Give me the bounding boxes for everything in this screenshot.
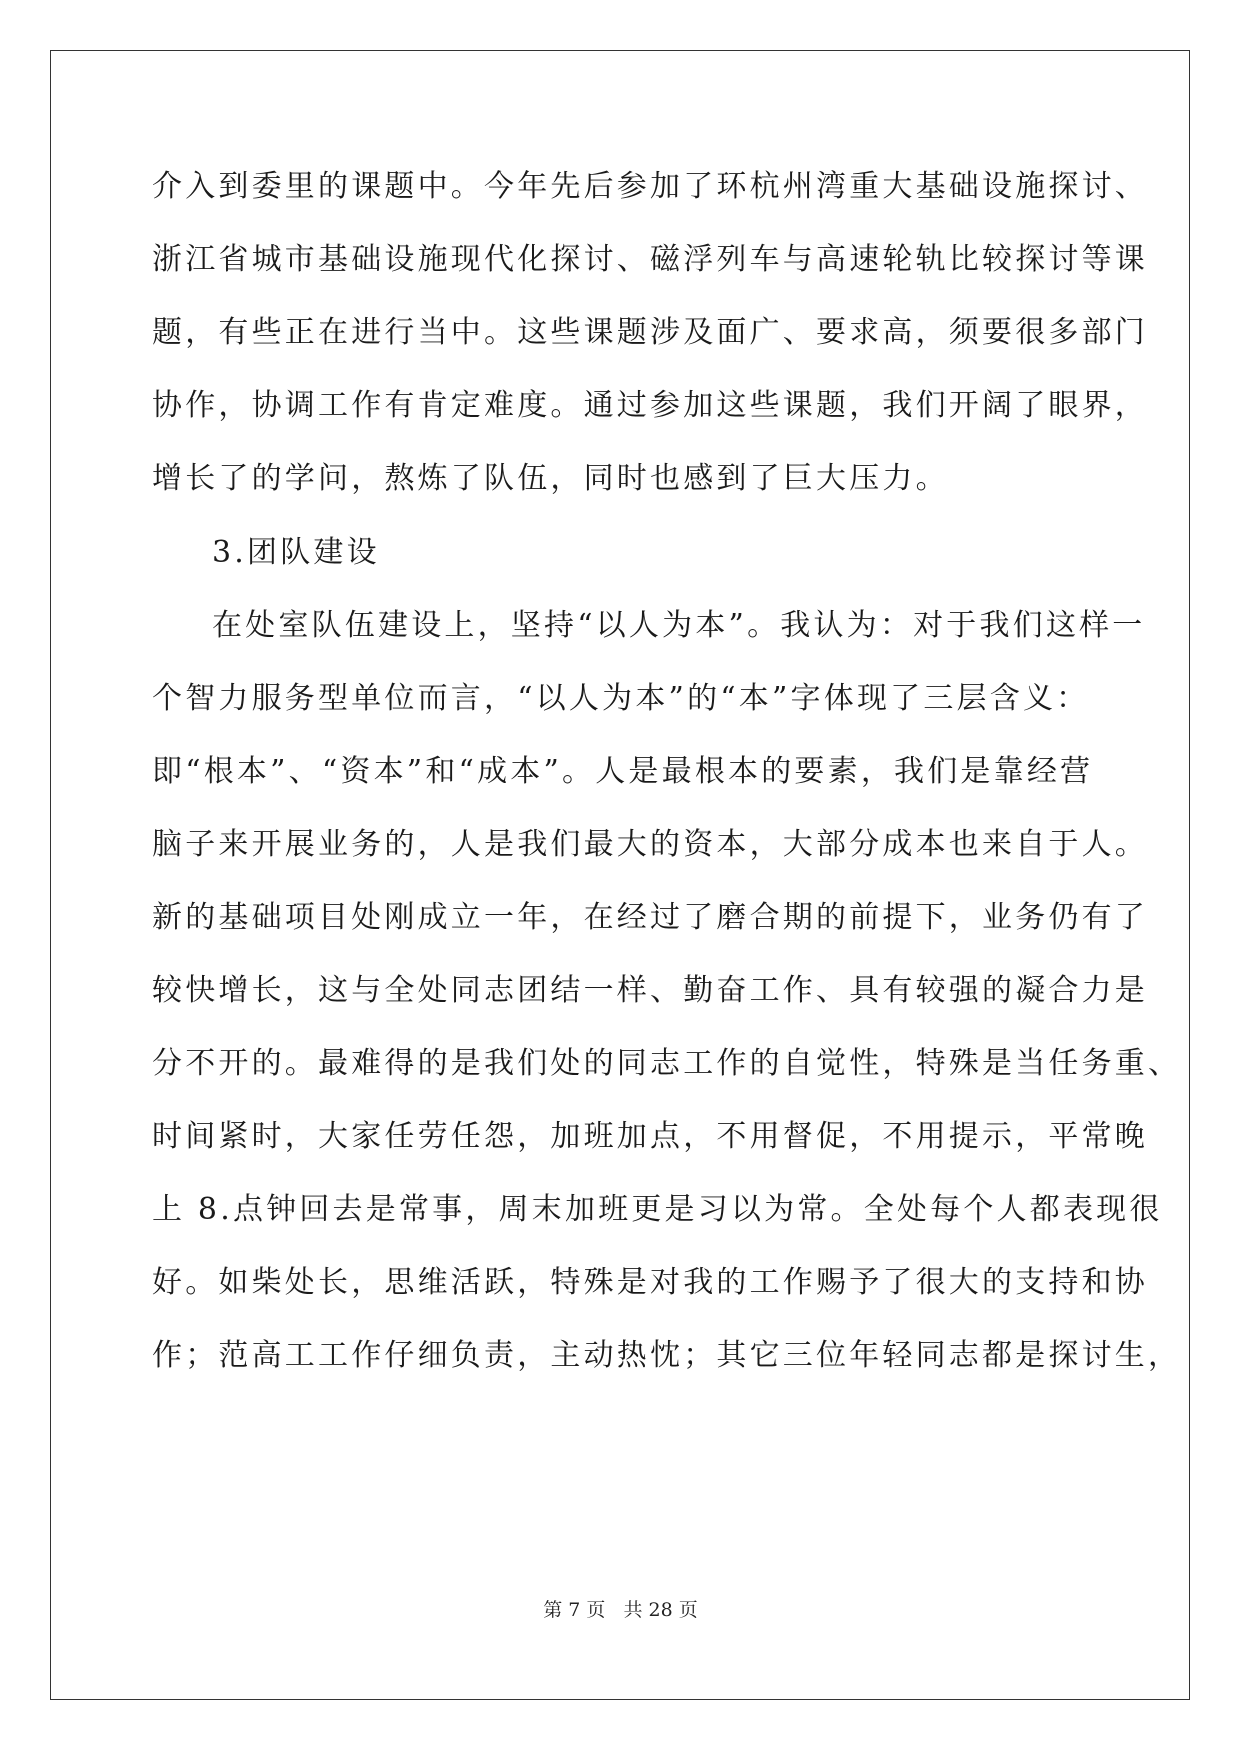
text-line: 浙江省城市基础设施现代化探讨、磁浮列车与高速轮轨比较探讨等课 <box>152 242 1148 277</box>
text-line: 较快增长，这与全处同志团结一样、勤奋工作、具有较强的凝合力是 <box>152 973 1148 1008</box>
paragraph-first-line: 在处室队伍建设上，坚持“以人为本”。我认为：对于我们这样一 <box>212 608 1146 643</box>
text-line: 增长了的学问，熬炼了队伍，同时也感到了巨大压力。 <box>152 461 949 496</box>
page-total: 共 28 页 <box>623 1599 698 1621</box>
text-line: 分不开的。最难得的是我们处的同志工作的自觉性，特殊是当任务重、 <box>152 1046 1182 1081</box>
text-line: 协作，协调工作有肯定难度。通过参加这些课题，我们开阔了眼界， <box>152 388 1148 423</box>
page-border <box>50 50 1190 1700</box>
text-line: 题，有些正在进行当中。这些课题涉及面广、要求高，须要很多部门 <box>152 315 1148 350</box>
text-line: 即“根本”、“资本”和“成本”。人是最根本的要素，我们是靠经营 <box>152 754 1094 789</box>
text-line: 脑子来开展业务的，人是我们最大的资本，大部分成本也来自于人。 <box>152 827 1148 862</box>
text-line: 个智力服务型单位而言，“以人为本”的“本”字体现了三层含义： <box>152 681 1090 716</box>
page-number: 第 7 页 <box>543 1599 606 1621</box>
page-footer <box>0 1598 1241 1622</box>
text-line: 时间紧时，大家任劳任怨，加班加点，不用督促，不用提示，平常晚 <box>152 1119 1148 1154</box>
section-heading: 3.团队建设 <box>212 535 380 570</box>
text-line: 新的基础项目处刚成立一年，在经过了磨合期的前提下，业务仍有了 <box>152 900 1148 935</box>
text-line: 好。如柴处长，思维活跃，特殊是对我的工作赐予了很大的支持和协 <box>152 1265 1148 1300</box>
text-line: 作；范高工工作仔细负责，主动热忱；其它三位年轻同志都是探讨生， <box>152 1338 1182 1373</box>
text-line: 介入到委里的课题中。今年先后参加了环杭州湾重大基础设施探讨、 <box>152 169 1148 204</box>
text-line: 上 8.点钟回去是常事，周末加班更是习以为常。全处每个人都表现很 <box>152 1192 1163 1227</box>
